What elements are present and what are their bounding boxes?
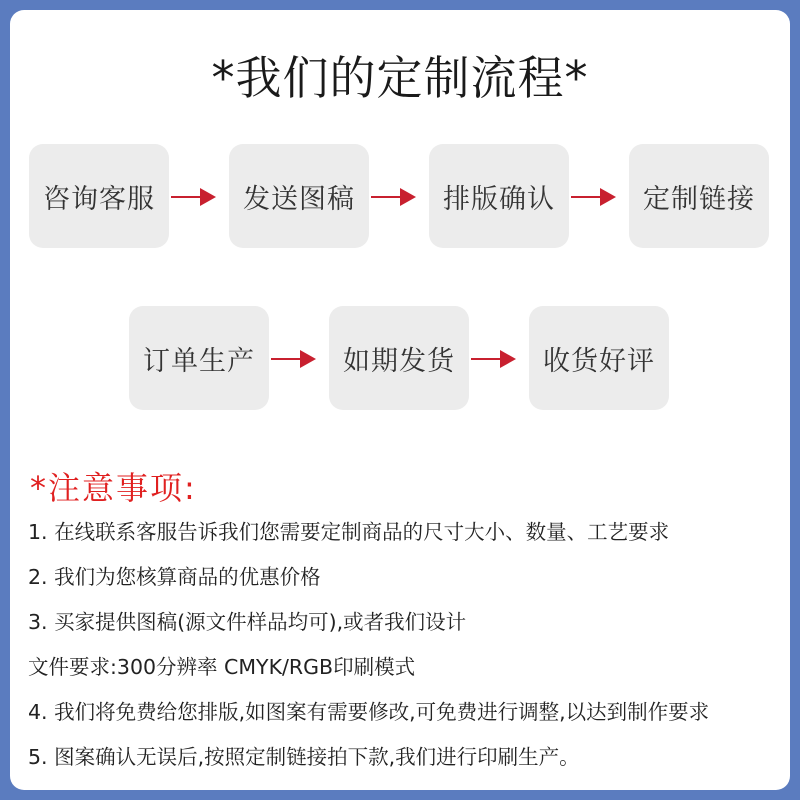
step-send-artwork: 发送图稿 [229, 144, 369, 248]
notice-title: *注意事项: [30, 469, 197, 507]
step-consult-service: 咨询客服 [29, 144, 169, 248]
content-card [10, 10, 790, 790]
arrow-right-icon [371, 187, 417, 207]
step-layout-confirm: 排版确认 [429, 144, 569, 248]
step-custom-link: 定制链接 [629, 144, 769, 248]
notice-item: 3. 买家提供图稿(源文件样品均可),或者我们设计 [28, 610, 467, 634]
step-order-production: 订单生产 [129, 306, 269, 410]
arrow-right-icon [271, 349, 317, 369]
step-receive-review: 收货好评 [529, 306, 669, 410]
notice-item: 5. 图案确认无误后,按照定制链接拍下款,我们进行印刷生产。 [28, 745, 580, 769]
arrow-right-icon [471, 349, 517, 369]
notice-item: 文件要求:300分辨率 CMYK/RGB印刷模式 [28, 655, 416, 679]
arrow-right-icon [171, 187, 217, 207]
notice-item: 2. 我们为您核算商品的优惠价格 [28, 565, 321, 589]
notice-item: 1. 在线联系客服告诉我们您需要定制商品的尺寸大小、数量、工艺要求 [28, 520, 670, 544]
page-title: *我们的定制流程* [211, 51, 589, 105]
arrow-right-icon [571, 187, 617, 207]
notice-item: 4. 我们将免费给您排版,如图案有需要修改,可免费进行调整,以达到制作要求 [28, 700, 710, 724]
step-on-time-delivery: 如期发货 [329, 306, 469, 410]
